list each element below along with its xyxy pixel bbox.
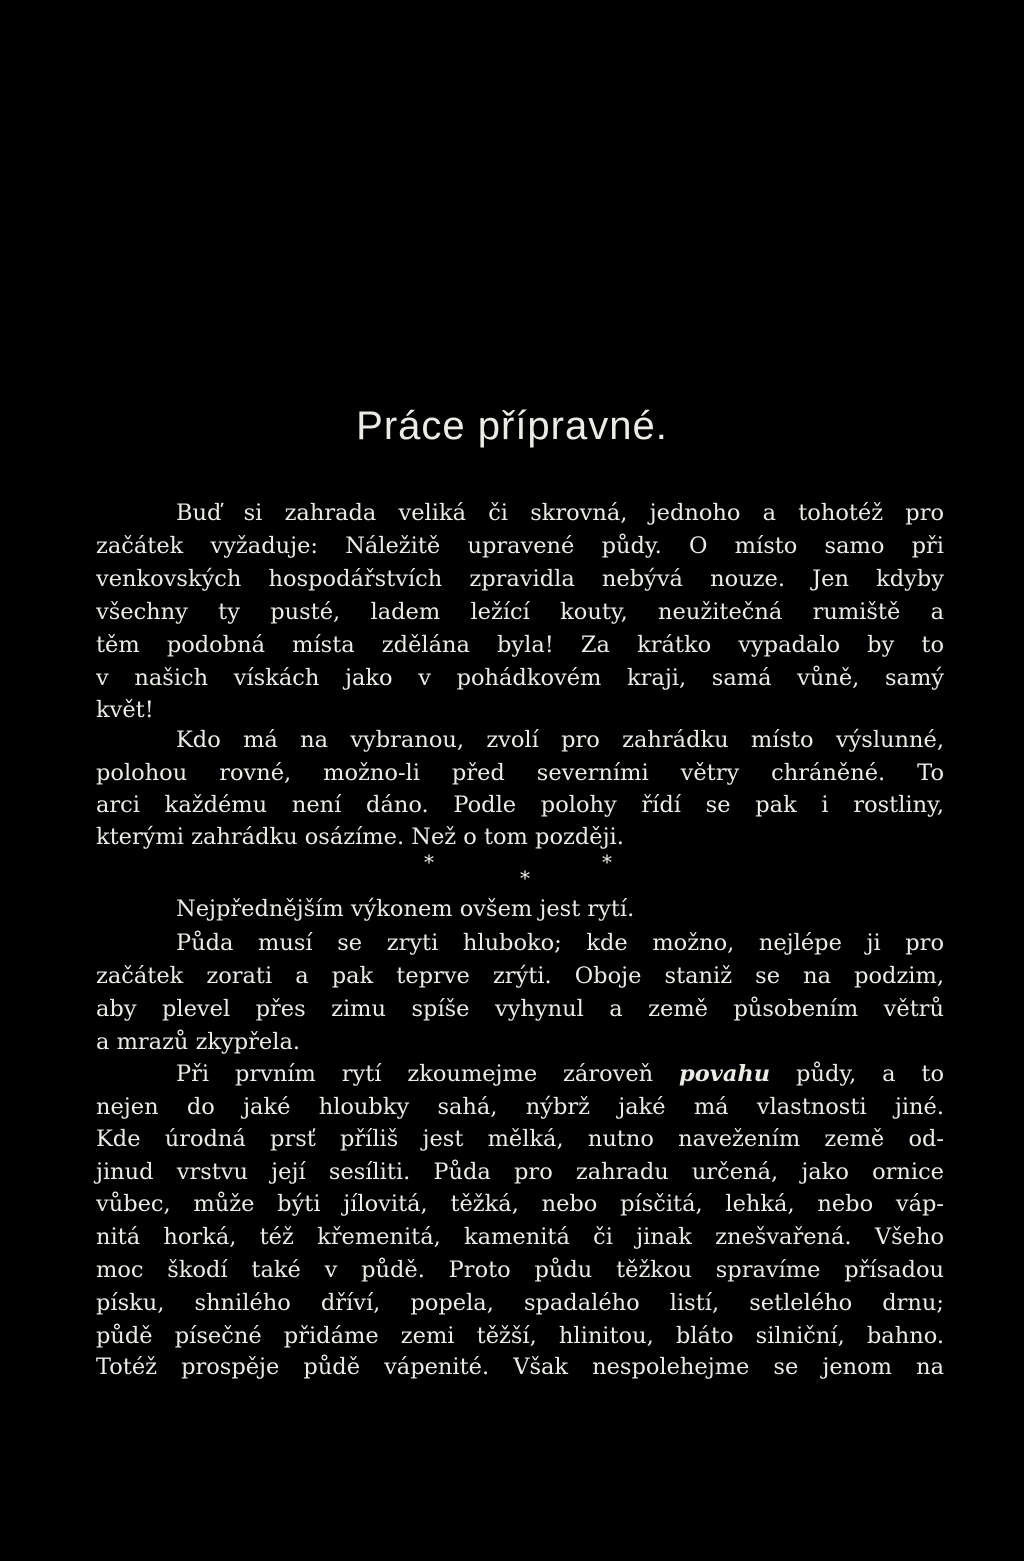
text-line: začátek vyžaduje: Náležitě upravené půdy. O místo samo při [96,533,944,559]
text-line: nitá horká, též křemenitá, kamenitá či jinak znešvařená. Všeho [96,1224,944,1250]
asterisk: * [424,850,434,874]
text-line: Nejpřednějším výkonem ovšem jest rytí. [176,896,635,922]
text-line: půdě písečné přidáme zemi těžší, hlinitou, bláto silniční, bahno. [96,1323,944,1349]
text-line: arci každému není dáno. Podle polohy řídí se pak i rostliny, [96,792,944,818]
asterisk: * [602,850,612,874]
text-run: půdy, a to [796,1061,944,1087]
text-line: vůbec, může býti jílovitá, těžká, nebo písčitá, lehká, nebo váp- [96,1191,944,1217]
section-separator [0,850,1024,890]
emphasized-word: povahu [679,1061,771,1087]
text-line: Buď si zahrada veliká či skrovná, jednoho a tohotéž pro [176,500,944,526]
text-run: Při prvním rytí zkoumejme zároveň [176,1061,654,1087]
text-line: těm podobná místa zdělána byla! Za krátko vypadalo by to [96,632,944,658]
page-title: Práce přípravné. [356,404,668,448]
text-line: všechny ty pusté, ladem ležící kouty, neužitečná rumiště a [96,599,944,625]
text-line: Totéž prospěje půdě vápenité. Však nespolehejme se jenom na [96,1354,944,1380]
text-line: květ! [96,697,154,723]
text-line: a mrazů zkypřela. [96,1029,301,1055]
text-line: nejen do jaké hloubky sahá, nýbrž jaké má vlastnosti jiné. [96,1094,944,1120]
text-line [176,1058,944,1090]
text-line: jinud vrstvu její sesíliti. Půda pro zahradu určená, jako ornice [96,1159,944,1185]
text-line: v našich vískách jako v pohádkovém kraji, samá vůně, samý [96,665,944,691]
text-line: Kdo má na vybranou, zvolí pro zahrádku místo výslunné, [176,727,944,753]
text-line: aby plevel přes zimu spíše vyhynul a země působením větrů [96,996,944,1022]
text-line: písku, shnilého dříví, popela, spadalého listí, setlelého drnu; [96,1290,944,1316]
text-line: venkovských hospodářstvích zpravidla nebývá nouze. Jen kdyby [96,566,944,592]
text-line: Kde úrodná prsť příliš jest mělká, nutno navežením země od- [96,1126,944,1152]
text-line: moc škodí také v půdě. Proto půdu těžkou spravíme přísadou [96,1257,944,1283]
text-line: polohou rovné, možno-li před severními větry chráněné. To [96,760,944,786]
text-line: Půda musí se zryti hluboko; kde možno, nejlépe ji pro [176,930,944,956]
text-line: kterými zahrádku osázíme. Než o tom později. [96,824,624,850]
text-line: začátek zorati a pak teprve zrýti. Oboje staniž se na podzim, [96,963,944,989]
asterisk: * [520,866,530,890]
